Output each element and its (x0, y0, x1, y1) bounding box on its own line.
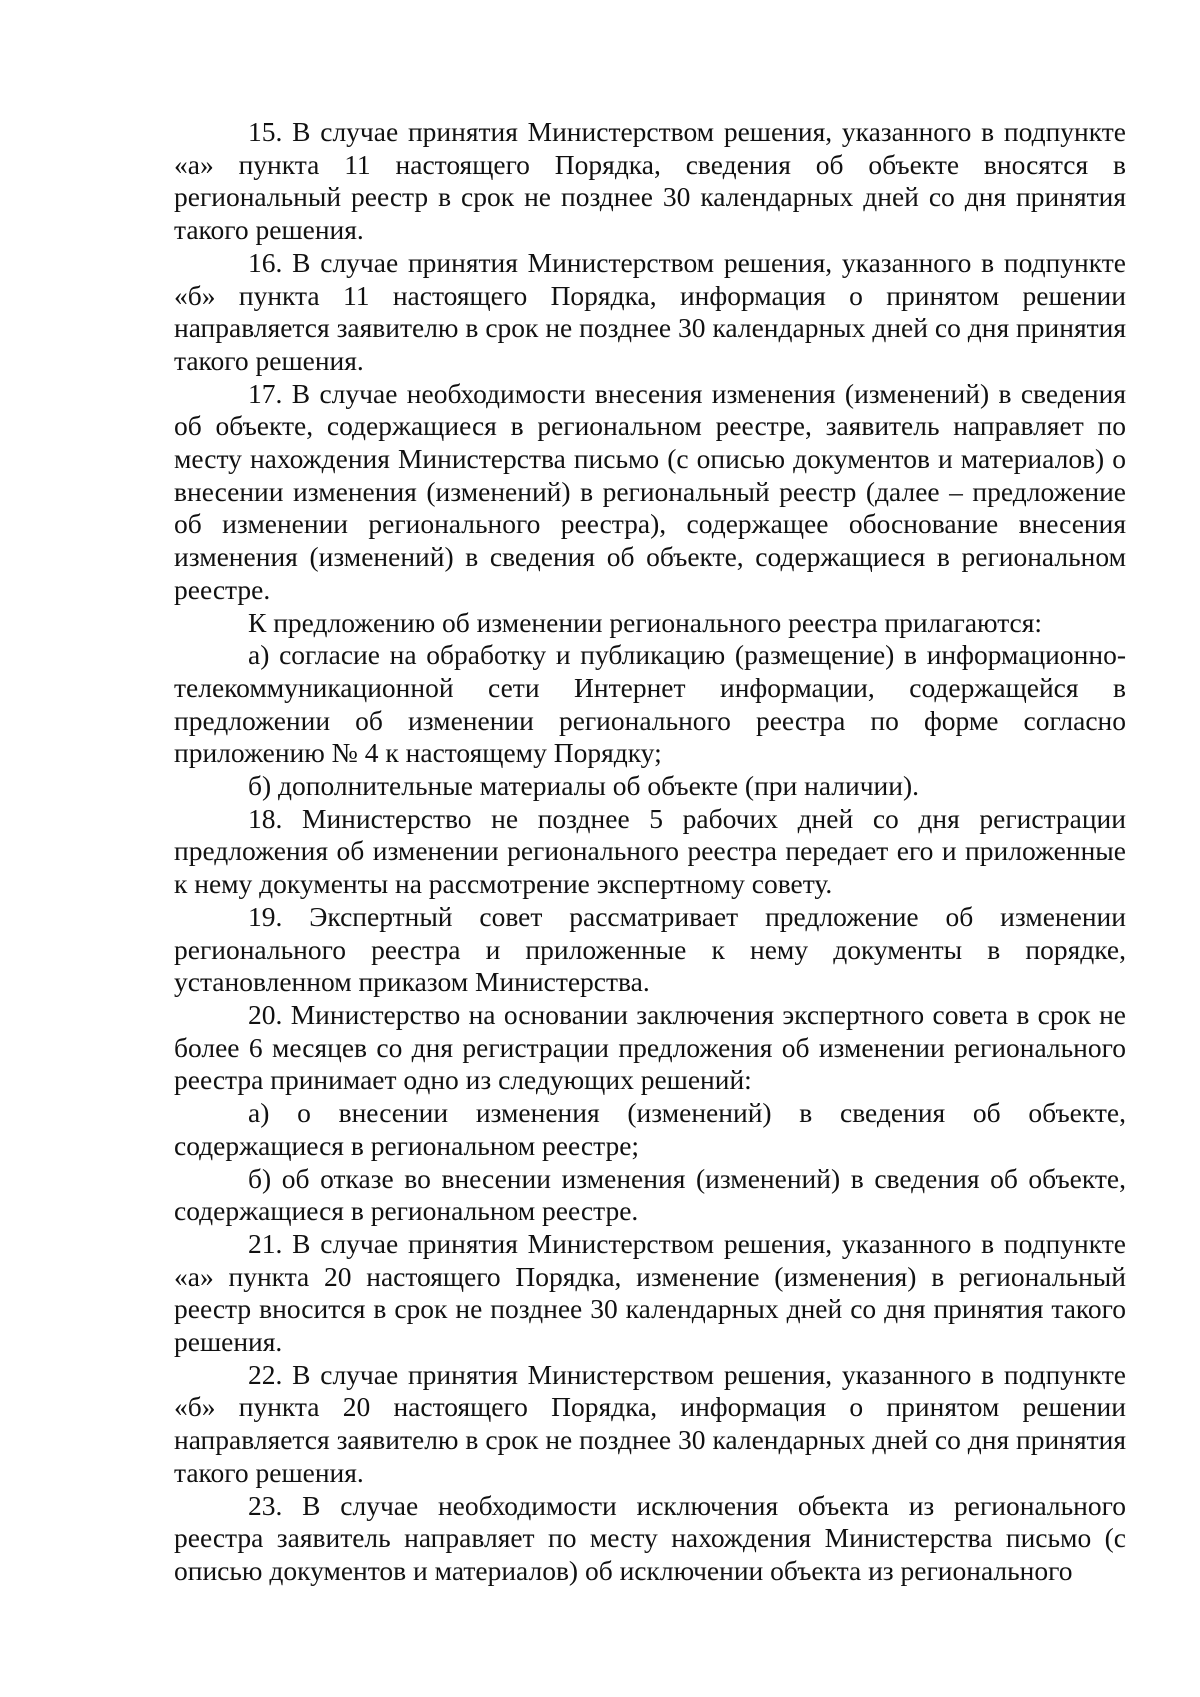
paragraph-15: 15. В случае принятия Министерством решения, указанного в подпункте «а» пункта 11 настоящего Порядка, сведения об объекте вносятся в региональный реестр в срок не позднее 30 календарных дней со дня принятия такого решения. (174, 116, 1126, 246)
paragraph-attachments-intro: К предложению об изменении регионального реестра прилагаются: (248, 606, 1043, 638)
paragraph-attachment-a: а) согласие на обработку и публикацию (размещение) в информационно-телекоммуникационной сети Интернет информации, содержащейся в предложении об изменении регионального реестра по форме согласно приложению № 4 к настоящему Порядку; (174, 639, 1126, 769)
paragraph-18: 18. Министерство не позднее 5 рабочих дней со дня регистрации предложения об изменении регионального реестра передает его и приложенные к нему документы на рассмотрение экспертному совету. (174, 802, 1126, 900)
paragraph-attachment-b: б) дополнительные материалы об объекте (при наличии). (248, 770, 920, 802)
paragraph-22: 22. В случае принятия Министерством решения, указанного в подпункте «б» пункта 20 настоящего Порядка, информация о принятом решении направляется заявителю в срок не позднее 30 календарных дней со дня принятия такого решения. (174, 1358, 1126, 1488)
paragraph-20: 20. Министерство на основании заключения экспертного совета в срок не более 6 месяцев со дня регистрации предложения об изменении регионального реестра принимает одно из следующих решений: (174, 998, 1126, 1096)
paragraph-23: 23. В случае необходимости исключения объекта из регионального реестра заявитель направляет по месту нахождения Министерства письмо (с описью документов и материалов) об исключении объекта из регионального (174, 1489, 1126, 1586)
paragraph-19: 19. Экспертный совет рассматривает предложение об изменении регионального реестра и приложенные к нему документы в порядке, установленном приказом Министерства. (174, 900, 1126, 998)
paragraph-16: 16. В случае принятия Министерством решения, указанного в подпункте «б» пункта 11 настоящего Порядка, информация о принятом решении направляется заявителю в срок не позднее 30 календарных дней со дня принятия такого решения. (174, 246, 1126, 376)
paragraph-21: 21. В случае принятия Министерством решения, указанного в подпункте «а» пункта 20 настоящего Порядка, изменение (изменения) в региональный реестр вносится в срок не позднее 30 календарных дней со дня принятия такого решения. (174, 1227, 1126, 1358)
document-body (174, 116, 1126, 1588)
paragraph-20-b: б) об отказе во внесении изменения (изменений) в сведения об объекте, содержащиеся в региональном реестре. (174, 1162, 1126, 1227)
paragraph-17: 17. В случае необходимости внесения изменения (изменений) в сведения об объекте, содержащиеся в региональном реестре, заявитель направляет по месту нахождения Министерства письмо (с описью документов и материалов) о внесении изменения (изменений) в региональный реестр (далее – предложение об изменении регионального реестра), содержащее обоснование внесения изменения (изменений) в сведения об объекте, содержащиеся в региональном реестре. (174, 377, 1126, 605)
paragraph-20-a: а) о внесении изменения (изменений) в сведения об объекте, содержащиеся в региональном реестре; (174, 1097, 1126, 1161)
